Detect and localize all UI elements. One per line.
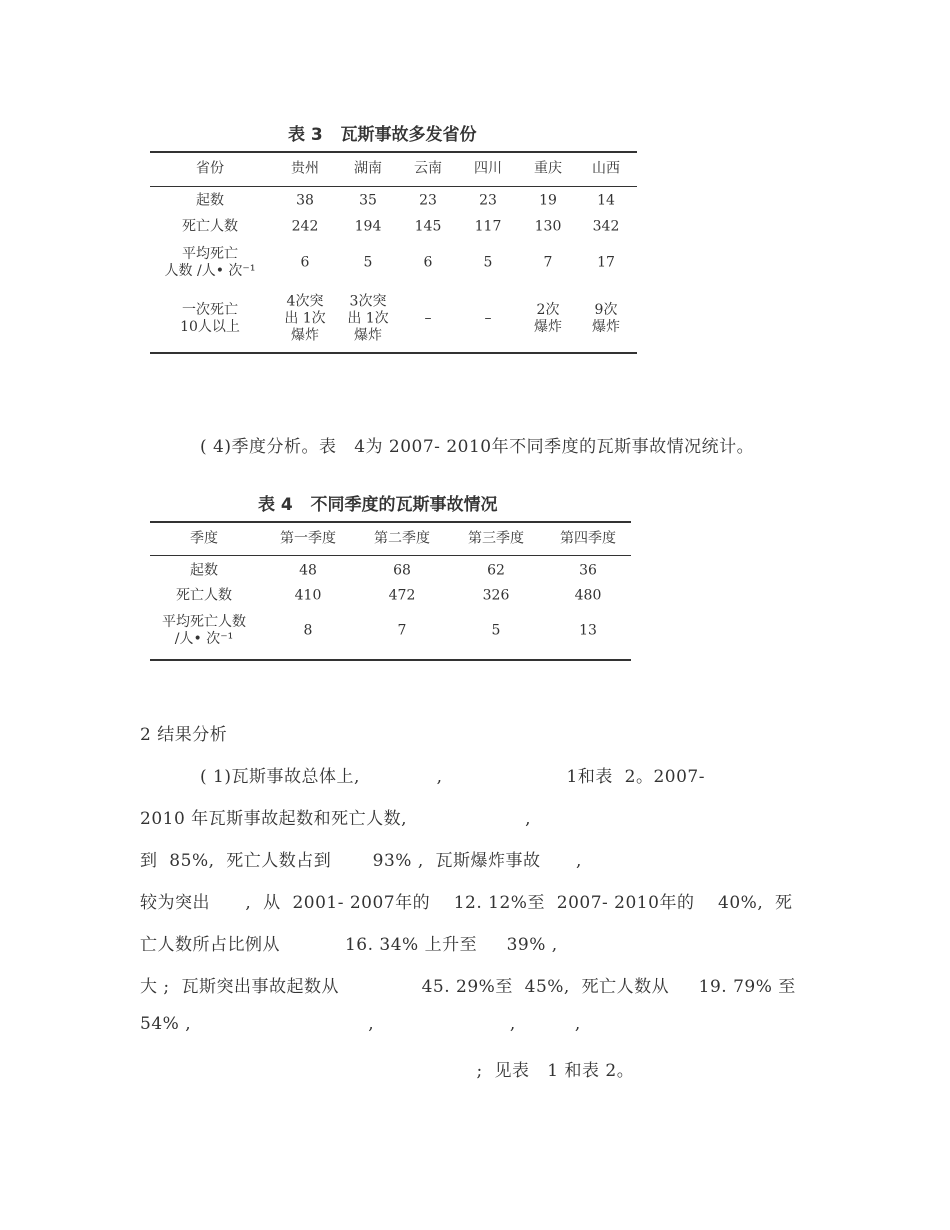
paragraph-intro: ( 4)季度分析。表 4为 2007- 2010年不同季度的瓦斯事故情况统计。	[200, 437, 755, 457]
table-cell: 5	[483, 254, 493, 271]
table-header-cell: 第一季度	[280, 530, 336, 547]
table-cell: 23	[419, 192, 437, 209]
table-cell: 23	[479, 192, 497, 209]
table4-top-rule	[150, 521, 631, 523]
table-header-cell: 四川	[474, 160, 502, 177]
table-header-cell: 重庆	[534, 160, 562, 177]
table-header-cell: 第二季度	[374, 530, 430, 547]
table4-header-rule	[150, 555, 631, 556]
table-cell: 194	[354, 218, 382, 235]
table-cell: 死亡人数	[176, 587, 232, 604]
table3-header-rule	[150, 186, 637, 187]
table-cell: 35	[359, 192, 377, 209]
table-cell: 7	[543, 254, 553, 271]
table-cell: 4次突 出 1次 爆炸	[284, 293, 326, 344]
table-cell: 9次 爆炸	[592, 302, 620, 335]
table-cell: –	[424, 310, 432, 327]
body-line: 较为突出 , 从 2001- 2007年的 12. 12%至 2007- 2010年的 40%, 死	[140, 893, 793, 913]
table-cell: 5	[363, 254, 373, 271]
table-cell: 起数	[190, 562, 218, 579]
table-cell: 2次 爆炸	[534, 302, 562, 335]
table-cell: 342	[592, 218, 620, 235]
table-cell: –	[484, 310, 492, 327]
table-cell: 17	[597, 254, 615, 271]
table-cell: 平均死亡人数 /人• 次⁻¹	[162, 614, 246, 647]
table-cell: 死亡人数	[182, 218, 238, 235]
table-cell: 6	[300, 254, 310, 271]
table3-top-rule	[150, 151, 637, 153]
table-cell: 38	[296, 192, 314, 209]
table-header-cell: 湖南	[354, 160, 382, 177]
table-cell: 242	[291, 218, 319, 235]
table-cell: 117	[474, 218, 502, 235]
table-cell: 平均死亡 人数 /人• 次⁻¹	[164, 246, 256, 279]
table-cell: 起数	[196, 192, 224, 209]
body-line: 亡人数所占比例从 16. 34% 上升至 39% ,	[140, 935, 706, 955]
table-cell: 145	[414, 218, 442, 235]
table-header-cell: 贵州	[291, 160, 319, 177]
table-cell: 14	[597, 192, 615, 209]
table-cell: 一次死亡 10人以上	[180, 302, 240, 335]
table-cell: 48	[299, 562, 317, 579]
body-line: 54% , , , ,	[140, 1014, 628, 1034]
table-cell: 6	[423, 254, 433, 271]
table-cell: 5	[491, 622, 501, 639]
table-cell: 326	[482, 587, 510, 604]
table4-bottom-rule	[150, 659, 631, 661]
table-header-cell: 省份	[196, 160, 224, 177]
table-cell: 8	[303, 622, 313, 639]
table-cell: 130	[534, 218, 562, 235]
table-cell: 7	[397, 622, 407, 639]
table-header-cell: 山西	[592, 160, 620, 177]
table-cell: 472	[388, 587, 416, 604]
table-cell: 68	[393, 562, 411, 579]
table-cell: 19	[539, 192, 557, 209]
table-cell: 480	[574, 587, 602, 604]
table-cell: 410	[294, 587, 322, 604]
body-line: 大 ; 瓦斯突出事故起数从 45. 29%至 45%, 死亡人数从 19. 79% 至	[140, 977, 796, 997]
section-heading: 2 结果分析	[140, 725, 228, 745]
table-header-cell: 第四季度	[560, 530, 616, 547]
table-header-cell: 第三季度	[468, 530, 524, 547]
body-line: ( 1)瓦斯事故总体上, , 1和表 2。2007-	[200, 767, 705, 787]
table-cell: 3次突 出 1次 爆炸	[347, 293, 389, 344]
table-cell: 36	[579, 562, 597, 579]
table-cell: 13	[579, 622, 597, 639]
table-header-cell: 季度	[190, 530, 218, 547]
table-header-cell: 云南	[414, 160, 442, 177]
table3-bottom-rule	[150, 352, 637, 354]
table4-caption: 表 4 不同季度的瓦斯事故情况	[258, 495, 498, 515]
table3-caption: 表 3 瓦斯事故多发省份	[288, 125, 477, 145]
body-line: ; 见表 1 和表 2。	[140, 1061, 635, 1081]
table-cell: 62	[487, 562, 505, 579]
body-line: 2010 年瓦斯事故起数和死亡人数, ,	[140, 809, 679, 829]
body-line: 到 85%, 死亡人数占到 93% , 瓦斯爆炸事故 ,	[140, 851, 712, 871]
